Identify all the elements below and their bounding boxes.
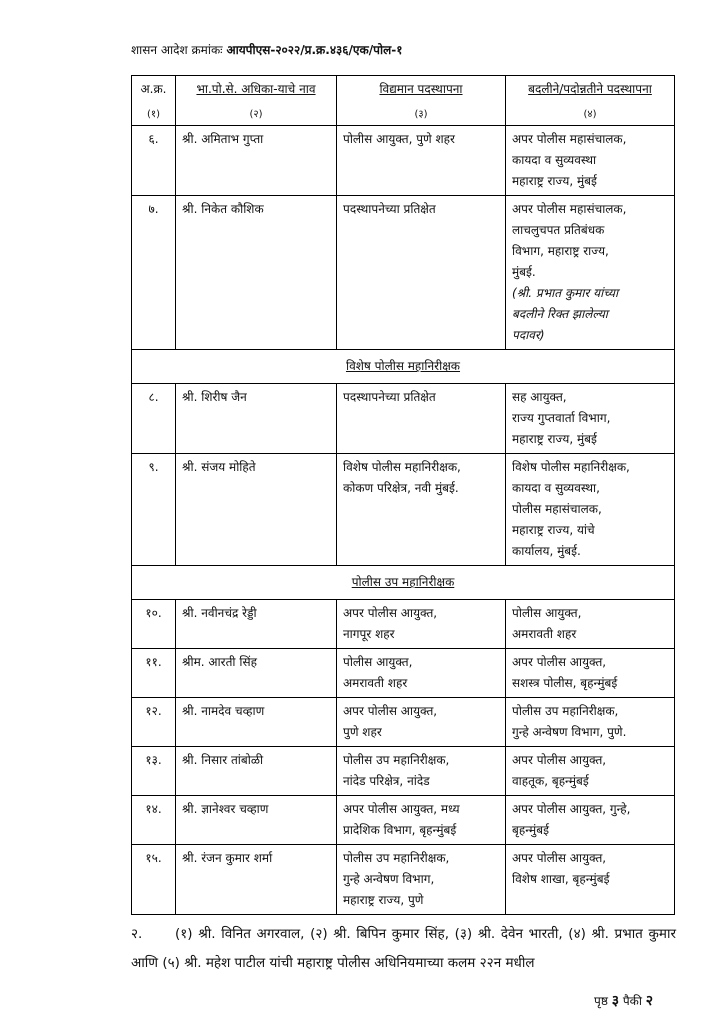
new-posting: अपर पोलीस आयुक्त, सशस्त्र पोलीस, बृहन्मुंबई <box>506 649 675 698</box>
section-row-special-ig <box>132 350 675 384</box>
paragraph-number: २. <box>131 926 143 942</box>
new-posting: पोलीस आयुक्त, अमरावती शहर <box>506 600 675 649</box>
officer-name: श्री. ज्ञानेश्वर चव्हाण <box>176 796 337 845</box>
table-row <box>132 747 675 796</box>
current-posting: पदस्थापनेच्या प्रतिक्षेत <box>337 384 506 454</box>
paragraph-text: (१) श्री. विनित अगरवाल, (२) श्री. बिपिन कुमार सिंह, (३) श्री. देवेन भारती, (४) श्री. प्रभात कुमार आणि (५) श्री. महेश पाटील यांची महाराष्ट्र पोलीस अधिनियमाच्या कलम २२न मधील <box>131 926 676 971</box>
current-posting: पोलीस आयुक्त, पुणे शहर <box>337 126 506 196</box>
vacancy-note: (श्री. प्रभात कुमार यांच्या बदलीने रिक्त झालेल्या पदावर) <box>512 286 619 342</box>
serial-number: १३. <box>132 747 176 796</box>
serial-number: ७. <box>132 196 176 350</box>
serial-number: ९. <box>132 454 176 566</box>
table-row <box>132 196 675 350</box>
new-posting: अपर पोलीस महासंचालक, कायदा व सुव्यवस्था महाराष्ट्र राज्य, मुंबई <box>506 126 675 196</box>
current-posting: पोलीस आयुक्त, अमरावती शहर <box>337 649 506 698</box>
page-number: ३ <box>611 993 619 1009</box>
order-number: आयपीएस-२०२२/प्र.क्र.४३६/एक/पोल-१ <box>226 43 403 57</box>
new-posting: पोलीस उप महानिरीक्षक, गुन्हे अन्वेषण विभाग, पुणे. <box>506 698 675 747</box>
officer-name: श्री. निसार तांबोळी <box>176 747 337 796</box>
col-header-new: बदलीने/पदोन्नतीने पदस्थापना (४) <box>506 76 675 126</box>
col-header-name: भा.पो.से. अधिका-याचे नाव (२) <box>176 76 337 126</box>
officer-name: श्रीम. आरती सिंह <box>176 649 337 698</box>
order-number-label: शासन आदेश क्रमांकः <box>131 43 223 57</box>
table-row <box>132 600 675 649</box>
serial-number: ६. <box>132 126 176 196</box>
section-row-deputy-ig <box>132 566 675 600</box>
table-row <box>132 126 675 196</box>
serial-number: ११. <box>132 649 176 698</box>
table-row <box>132 384 675 454</box>
page-footer: पृष्ठ ३ पैकी २ <box>594 993 654 1009</box>
officer-name: श्री. रंजन कुमार शर्मा <box>176 845 337 915</box>
officer-name: श्री. नामदेव चव्हाण <box>176 698 337 747</box>
new-posting: अपर पोलीस आयुक्त, गुन्हे, बृहन्मुंबई <box>506 796 675 845</box>
serial-number: १४. <box>132 796 176 845</box>
new-posting: अपर पोलीस आयुक्त, विशेष शाखा, बृहन्मुंबई <box>506 845 675 915</box>
current-posting: अपर पोलीस आयुक्त, मध्य प्रादेशिक विभाग, बृहन्मुंबई <box>337 796 506 845</box>
table-row <box>132 649 675 698</box>
current-posting: पोलीस उप महानिरीक्षक, गुन्हे अन्वेषण विभाग, महाराष्ट्र राज्य, पुणे <box>337 845 506 915</box>
new-posting: सह आयुक्त, राज्य गुप्तवार्ता विभाग, महाराष्ट्र राज्य, मुंबई <box>506 384 675 454</box>
transfer-table <box>131 75 675 915</box>
page-header <box>131 41 402 58</box>
officer-name: श्री. नवीनचंद्र रेड्डी <box>176 600 337 649</box>
table-header-row <box>132 76 675 126</box>
section-title: पोलीस उप महानिरीक्षक <box>351 575 455 589</box>
col-header-current: विद्यमान पदस्थापना (३) <box>337 76 506 126</box>
table-row <box>132 796 675 845</box>
serial-number: १२. <box>132 698 176 747</box>
new-posting: अपर पोलीस महासंचालक, लाचलुचपत प्रतिबंधक विभाग, महाराष्ट्र राज्य, मुंबई. (श्री. प्रभात कुमार यांच्या बदलीने रिक्त झालेल्या पदावर) <box>506 196 675 350</box>
col-header-sr: अ.क्र. (१) <box>132 76 176 126</box>
current-posting: पोलीस उप महानिरीक्षक, नांदेड परिक्षेत्र, नांदेड <box>337 747 506 796</box>
paragraph-2 <box>131 920 676 978</box>
current-posting: पदस्थापनेच्या प्रतिक्षेत <box>337 196 506 350</box>
officer-name: श्री. संजय मोहिते <box>176 454 337 566</box>
current-posting: विशेष पोलीस महानिरीक्षक, कोकण परिक्षेत्र, नवी मुंबई. <box>337 454 506 566</box>
page-total: २ <box>645 993 654 1009</box>
table-row <box>132 454 675 566</box>
serial-number: ८. <box>132 384 176 454</box>
new-posting: विशेष पोलीस महानिरीक्षक, कायदा व सुव्यवस्था, पोलीस महासंचालक, महाराष्ट्र राज्य, यांचे कार्यालय, मुंबई. <box>506 454 675 566</box>
new-posting: अपर पोलीस आयुक्त, वाहतूक, बृहन्मुंबई <box>506 747 675 796</box>
officer-name: श्री. निकेत कौशिक <box>176 196 337 350</box>
section-title: विशेष पोलीस महानिरीक्षक <box>345 359 461 373</box>
table-row <box>132 845 675 915</box>
table-row <box>132 698 675 747</box>
serial-number: १०. <box>132 600 176 649</box>
current-posting: अपर पोलीस आयुक्त, पुणे शहर <box>337 698 506 747</box>
officer-name: श्री. अमिताभ गुप्ता <box>176 126 337 196</box>
current-posting: अपर पोलीस आयुक्त, नागपूर शहर <box>337 600 506 649</box>
officer-name: श्री. शिरीष जैन <box>176 384 337 454</box>
serial-number: १५. <box>132 845 176 915</box>
